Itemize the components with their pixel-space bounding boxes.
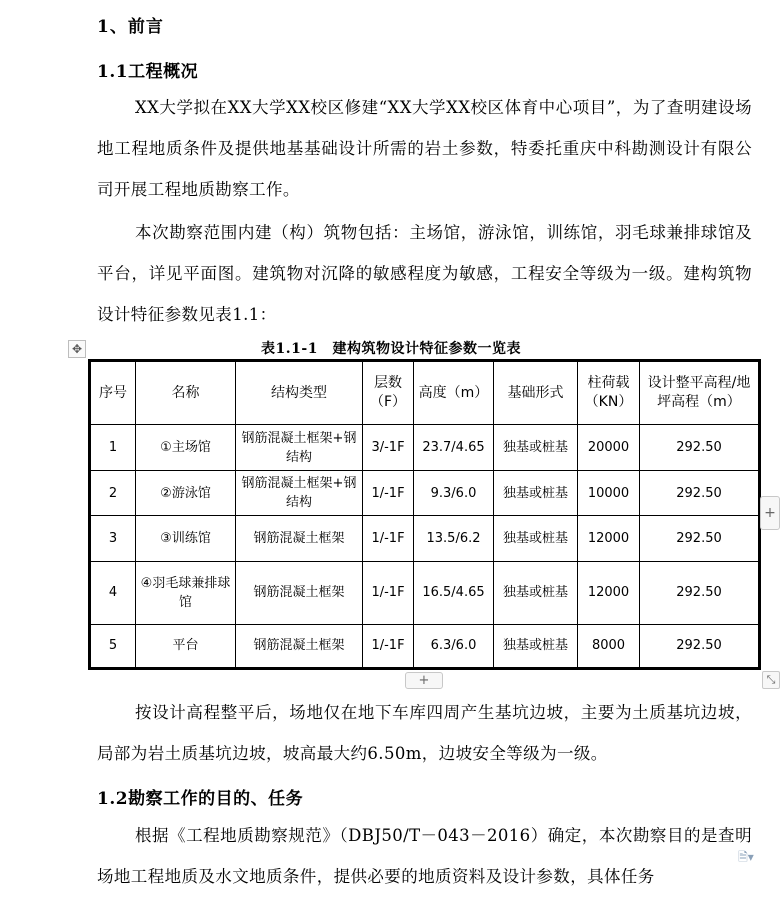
paragraph-slope-info: 按设计高程整平后，场地仅在地下车库四周产生基坑边坡，主要为土质基坑边坡，局部为岩土质基坑边坡，坡高最大约6.50m，边坡安全等级为一级。 xyxy=(97,703,752,763)
table-cell: 292.50 xyxy=(640,624,760,668)
table-cell: 6.3/6.0 xyxy=(414,624,494,668)
table-cell: 1/-1F xyxy=(363,471,414,516)
heading-preface: 1、前言 xyxy=(97,17,164,37)
document-options-icon[interactable]: 🗎▾ xyxy=(738,850,754,864)
table-header-cell: 柱荷载（KN） xyxy=(578,361,640,425)
building-parameters-table xyxy=(88,359,761,670)
table-cell: 钢筋混凝土框架+钢结构 xyxy=(236,471,363,516)
table-cell: 10000 xyxy=(578,471,640,516)
table-header-cell: 结构类型 xyxy=(236,361,363,425)
table-cell: 1/-1F xyxy=(363,516,414,561)
table-row xyxy=(90,516,760,561)
table-cell: 独基或桩基 xyxy=(494,516,578,561)
table-cell: 3/-1F xyxy=(363,425,414,471)
table-cell: 独基或桩基 xyxy=(494,561,578,624)
table-cell: 23.7/4.65 xyxy=(414,425,494,471)
add-column-button[interactable]: + xyxy=(760,496,780,530)
table-cell: 12000 xyxy=(578,561,640,624)
table-cell: ②游泳馆 xyxy=(136,471,236,516)
table-cell: 292.50 xyxy=(640,425,760,471)
table-cell: 5 xyxy=(90,624,136,668)
table-cell: 8000 xyxy=(578,624,640,668)
table-row xyxy=(90,425,760,471)
table-resize-icon[interactable]: ⤡ xyxy=(762,671,780,689)
table-cell: 1/-1F xyxy=(363,624,414,668)
table-header-cell: 层数（F） xyxy=(363,361,414,425)
table-cell: 292.50 xyxy=(640,516,760,561)
table-row xyxy=(90,624,760,668)
table-header-cell: 名称 xyxy=(136,361,236,425)
table-header-row xyxy=(90,361,760,425)
table-cell: 钢筋混凝土框架 xyxy=(236,561,363,624)
table-cell: 13.5/6.2 xyxy=(414,516,494,561)
table-cell: 292.50 xyxy=(640,561,760,624)
heading-survey-purpose: 1.2勘察工作的目的、任务 xyxy=(97,789,304,809)
table-cell: 钢筋混凝土框架+钢结构 xyxy=(236,425,363,471)
table-header-cell: 序号 xyxy=(90,361,136,425)
table-header-cell: 基础形式 xyxy=(494,361,578,425)
table-cell: 16.5/4.65 xyxy=(414,561,494,624)
table-header-cell: 设计整平高程/地坪高程（m） xyxy=(640,361,760,425)
table-cell: 1 xyxy=(90,425,136,471)
table-move-handle-icon[interactable]: ✥ xyxy=(68,340,86,358)
table-cell: 12000 xyxy=(578,516,640,561)
paragraph-survey-purpose: 根据《工程地质勘察规范》（DBJ50/T－043－2016）确定，本次勘察目的是查明场地工程地质及水文地质条件，提供必要的地质资料及设计参数，具体任务 xyxy=(97,826,752,886)
table-cell: 20000 xyxy=(578,425,640,471)
table-cell: 独基或桩基 xyxy=(494,471,578,516)
add-row-button[interactable]: + xyxy=(405,672,443,689)
table-cell: 独基或桩基 xyxy=(494,624,578,668)
heading-project-overview: 1.1工程概况 xyxy=(97,62,199,82)
table-cell: 钢筋混凝土框架 xyxy=(236,516,363,561)
table-row xyxy=(90,471,760,516)
paragraph-project-intro: XX大学拟在XX大学XX校区修建“XX大学XX校区体育中心项目”，为了查明建设场地工程地质条件及提供地基基础设计所需的岩土参数，特委托重庆中科勘测设计有限公司开展工程地质勘察工作。 xyxy=(97,98,752,199)
table-caption: 表1.1-1 建构筑物设计特征参数一览表 xyxy=(261,341,521,357)
table-cell: 3 xyxy=(90,516,136,561)
table-cell: 钢筋混凝土框架 xyxy=(236,624,363,668)
table-row xyxy=(90,561,760,624)
table-cell: 1/-1F xyxy=(363,561,414,624)
table-header-cell: 高度（m） xyxy=(414,361,494,425)
paragraph-survey-scope: 本次勘察范围内建（构）筑物包括：主场馆，游泳馆，训练馆，羽毛球兼排球馆及平台，详见平面图。建筑物对沉降的敏感程度为敏感，工程安全等级为一级。建构筑物设计特征参数见表1.1： xyxy=(97,223,752,324)
table-cell: ④羽毛球兼排球馆 xyxy=(136,561,236,624)
table-cell: 2 xyxy=(90,471,136,516)
table-cell: 9.3/6.0 xyxy=(414,471,494,516)
table-cell: 独基或桩基 xyxy=(494,425,578,471)
table-cell: 292.50 xyxy=(640,471,760,516)
table-cell: 4 xyxy=(90,561,136,624)
table-cell: 平台 xyxy=(136,624,236,668)
table-cell: ①主场馆 xyxy=(136,425,236,471)
table-cell: ③训练馆 xyxy=(136,516,236,561)
